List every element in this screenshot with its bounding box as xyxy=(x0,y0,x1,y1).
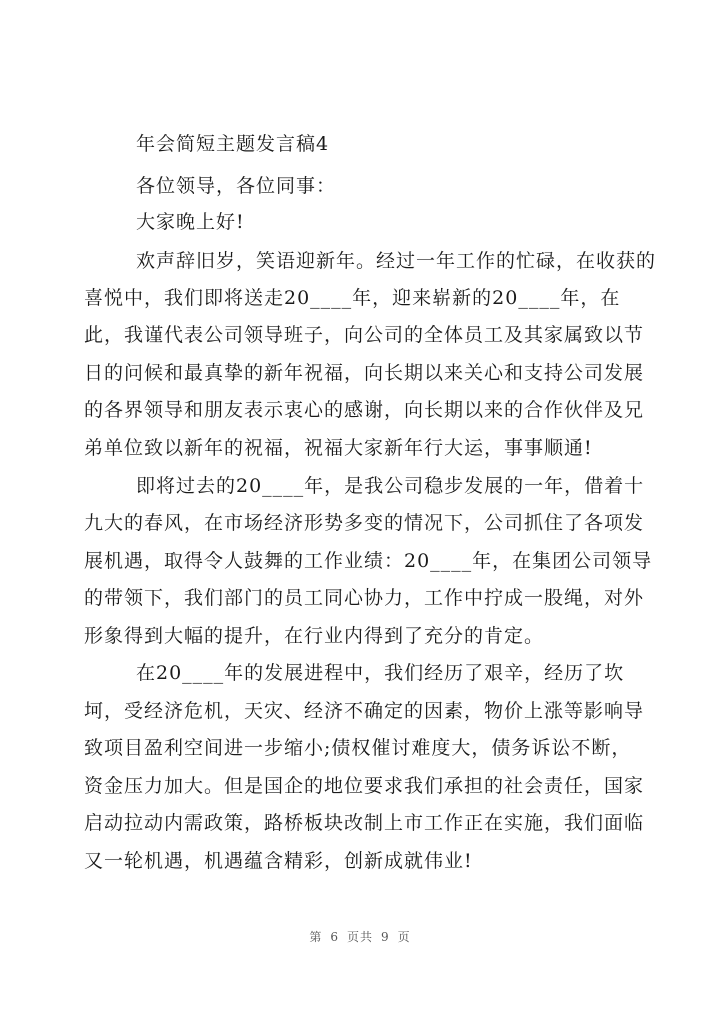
footer-label-pages: 页 xyxy=(397,930,411,944)
greeting-line: 各位领导，各位同事： xyxy=(136,175,337,197)
paragraph-line: 九大的春风，在市场经济形势多变的情况下，公司抓住了各项发 xyxy=(84,512,645,534)
paragraph-line: 资金压力加大。但是国企的地位要求我们承担的社会责任，国家 xyxy=(84,775,645,797)
paragraph-line: 又一轮机遇，机遇蕴含精彩，创新成就伟业! xyxy=(84,850,473,872)
paragraph-line: 启动拉动内需政策，路桥板块改制上市工作正在实施，我们面临 xyxy=(84,812,645,834)
page-footer xyxy=(0,928,720,945)
footer-label-of: 页共 xyxy=(346,930,373,944)
paragraph-line: 坷，受经济危机，天灾、经济不确定的因素，物价上涨等影响导 xyxy=(84,700,645,722)
paragraph-line: 日的问候和最真挚的新年祝福，向长期以来关心和支持公司发展 xyxy=(84,362,645,384)
paragraph-line: 致项目盈利空间进一步缩小;债权催讨难度大，债务诉讼不断， xyxy=(84,737,632,759)
footer-label-page: 第 xyxy=(309,930,323,944)
document-title: 年会简短主题发言稿4 xyxy=(136,133,330,155)
paragraph-line: 此，我谨代表公司领导班子，向公司的全体员工及其家属致以节 xyxy=(84,324,645,346)
footer-total-pages: 9 xyxy=(381,930,390,944)
paragraph-line: 在20____年的发展进程中，我们经历了艰辛，经历了坎 xyxy=(136,662,625,684)
footer-current-page: 6 xyxy=(330,930,339,944)
paragraph-line: 的带领下，我们部门的员工同心协力，工作中拧成一股绳，对外 xyxy=(84,587,645,609)
salutation-line: 大家晚上好! xyxy=(136,211,245,233)
paragraph-line: 欢声辞旧岁，笑语迎新年。经过一年工作的忙碌，在收获的 xyxy=(136,250,657,272)
paragraph-line: 弟单位致以新年的祝福，祝福大家新年行大运，事事顺通! xyxy=(84,437,593,459)
paragraph-line: 展机遇，取得令人鼓舞的工作业绩：20____年，在集团公司领导 xyxy=(84,550,653,572)
paragraph-line: 形象得到大幅的提升，在行业内得到了充分的肯定。 xyxy=(84,625,545,647)
paragraph-line: 的各界领导和朋友表示衷心的感谢，向长期以来的合作伙伴及兄 xyxy=(84,399,645,421)
paragraph-line: 即将过去的20____年，是我公司稳步发展的一年，借着十 xyxy=(136,475,645,497)
paragraph-line: 喜悦中，我们即将送走20____年，迎来崭新的20____年，在 xyxy=(84,287,621,309)
